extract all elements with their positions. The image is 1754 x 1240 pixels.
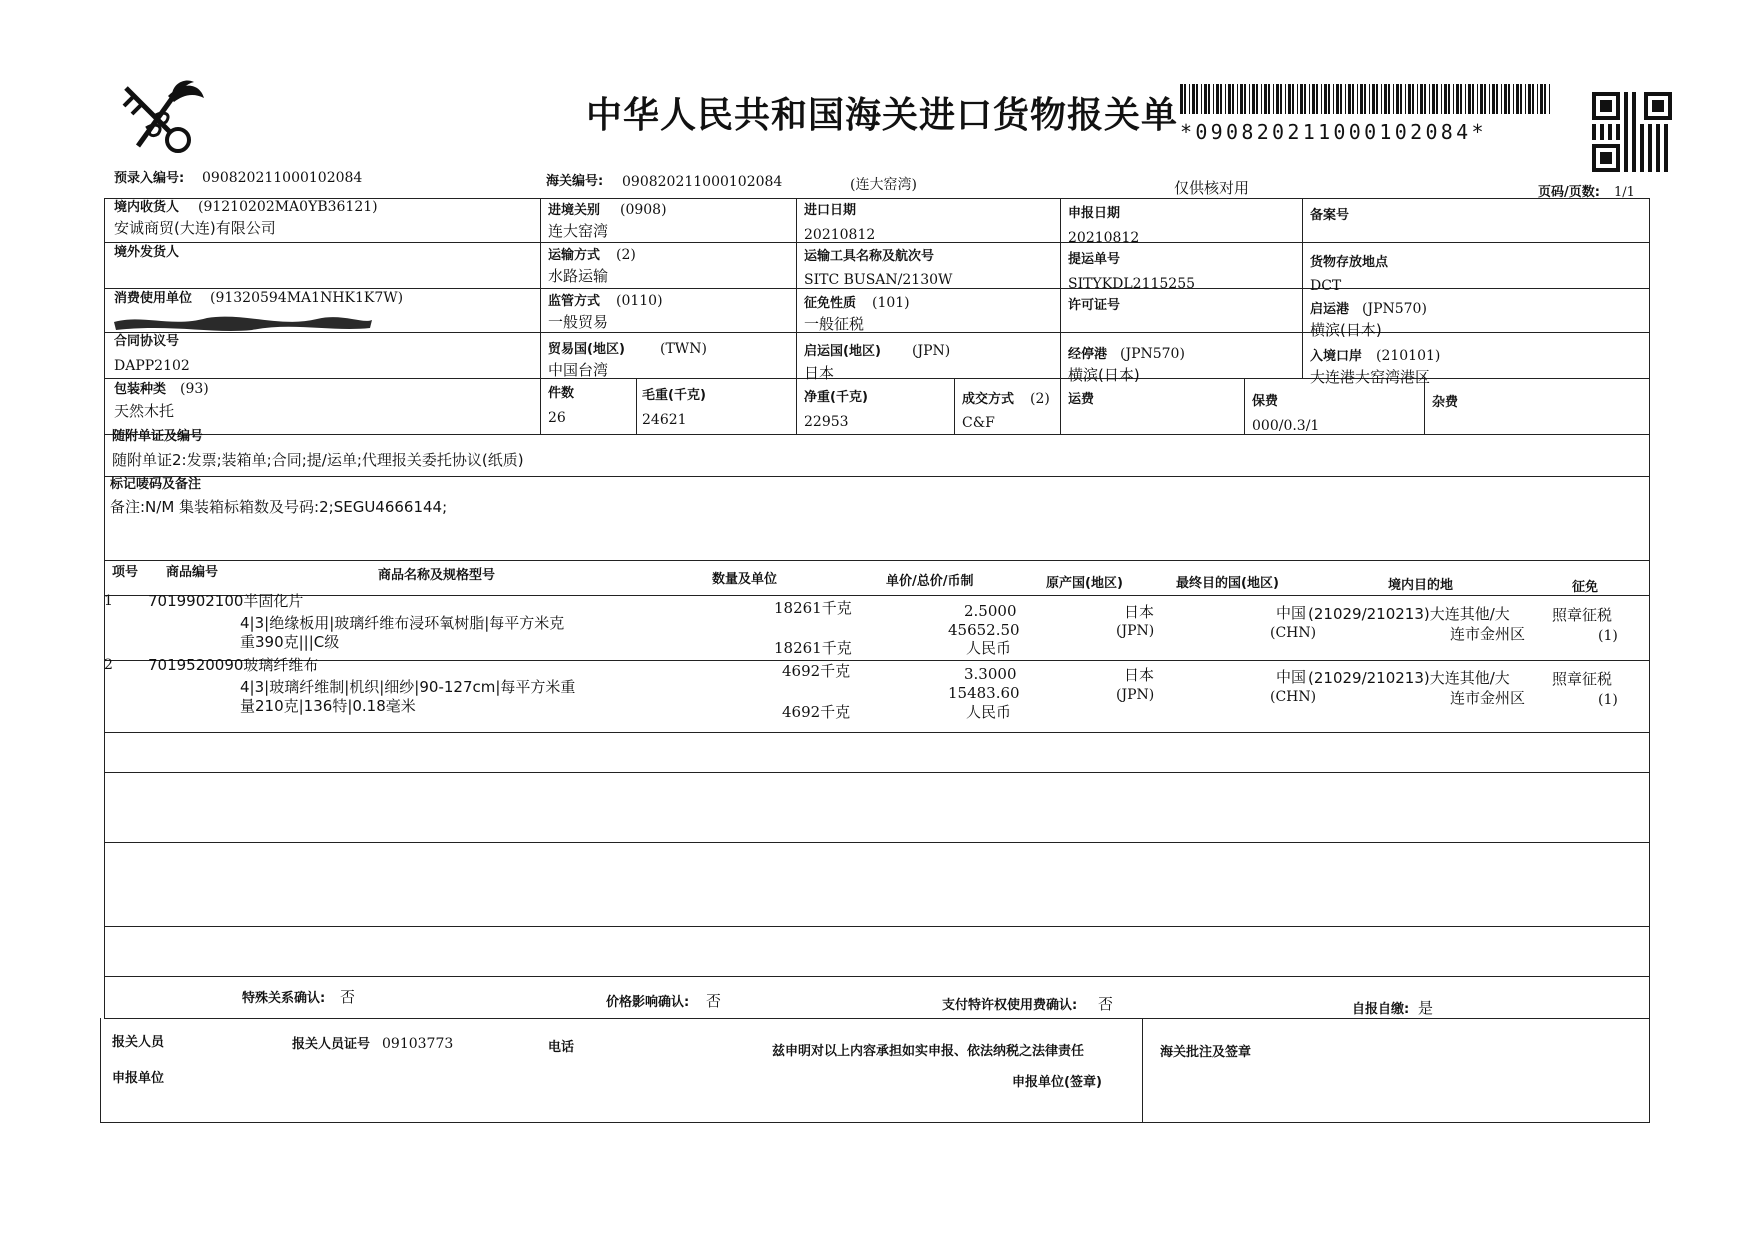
item-spec-line1: 4|3|绝缘板用|玻璃纤维布浸环氧树脂|每平方米克: [240, 614, 565, 632]
entry-port-value: 大连港大窑湾港区: [1310, 368, 1431, 386]
customs-approval-label: 海关批注及签章: [1160, 1045, 1252, 1060]
depart-port-label: 启运港: [1310, 302, 1350, 317]
entry-port-code: (210101): [1376, 348, 1441, 364]
package-value: 天然木托: [114, 402, 175, 420]
bl-value: SITYKDL2115255: [1068, 276, 1196, 292]
item-spec-line2: 量210克|136特|0.18毫米: [240, 697, 416, 715]
transport-mode-code: (2): [616, 247, 636, 263]
qr-code-icon: [1592, 92, 1672, 172]
col-item-no: 项号: [112, 565, 139, 580]
self-declare-label: 自报自缴:: [1352, 1002, 1410, 1017]
vessel-label: 运输工具名称及航次号: [804, 249, 935, 264]
col-hs-code: 商品编号: [166, 565, 219, 580]
verify-note: 仅供核对用: [1174, 179, 1250, 197]
import-date-label: 进口日期: [804, 203, 857, 218]
entry-port-label: 入境口岸: [1310, 349, 1363, 364]
entry-customs-code: (0908): [620, 202, 667, 218]
consumer-label: 消费使用单位: [114, 291, 193, 306]
item-dest: 中国: [1276, 604, 1307, 622]
price-influence-value: 否: [706, 992, 722, 1010]
item-no: 1: [104, 593, 113, 609]
declare-date-label: 申报日期: [1068, 206, 1121, 221]
supervision-code: (0110): [616, 293, 663, 309]
item-domestic-2: 连市金州区: [1450, 625, 1526, 643]
consignee-name: 安诚商贸(大连)有限公司: [114, 219, 276, 237]
depart-country-label: 启运国(地区): [804, 344, 881, 359]
item-no: 2: [104, 657, 113, 673]
supervision-value: 一般贸易: [548, 313, 609, 331]
item-code-name: 7019520090玻璃纤维布: [148, 656, 319, 674]
marks-value: 备注:N/M 集装箱标箱数及号码:2;SEGU4666144;: [110, 498, 448, 516]
depart-country-code: (JPN): [912, 343, 951, 359]
import-date: 20210812: [804, 227, 876, 243]
item-exempt-code: (1): [1598, 692, 1618, 708]
depart-country-value: 日本: [804, 364, 835, 382]
levy-label: 征免性质: [804, 296, 857, 311]
trade-country-code: (TWN): [660, 341, 707, 357]
trade-country-label: 贸易国(地区): [548, 342, 625, 357]
levy-code: (101): [872, 295, 910, 311]
insurance-value: 000/0.3/1: [1252, 418, 1320, 434]
pre-entry-number: 090820211000102084: [202, 170, 363, 186]
item-qty2: 18261千克: [774, 639, 852, 657]
item-currency: 人民币: [966, 703, 1012, 721]
item-total-price: 45652.50: [948, 621, 1020, 639]
item-exempt: 照章征税: [1552, 606, 1613, 624]
deal-value: C&F: [962, 415, 995, 431]
trade-country-value: 中国台湾: [548, 361, 609, 379]
misc-label: 杂费: [1432, 395, 1459, 410]
contract-label: 合同协议号: [114, 334, 180, 349]
supervision-label: 监管方式: [548, 294, 601, 309]
gross-weight-label: 毛重(千克): [642, 388, 706, 403]
item-spec-line2: 重390克|||C级: [240, 633, 340, 651]
transport-mode-label: 运输方式: [548, 248, 601, 263]
declare-unit-label: 申报单位: [112, 1071, 165, 1086]
depart-port-code: (JPN570): [1362, 301, 1427, 317]
col-exempt: 征免: [1572, 580, 1599, 595]
item-qty1: 4692千克: [782, 662, 851, 680]
item-unit-price: 3.3000: [964, 665, 1017, 683]
item-dest: 中国: [1276, 668, 1307, 686]
special-relation-value: 否: [340, 988, 356, 1006]
item-dest-code: (CHN): [1270, 625, 1317, 641]
consignee-code: (91210202MA0YB36121): [198, 199, 378, 215]
item-qty2: 4692千克: [782, 703, 851, 721]
item-dest-code: (CHN): [1270, 689, 1317, 705]
deal-label: 成交方式: [962, 392, 1015, 407]
item-domestic-2: 连市金州区: [1450, 689, 1526, 707]
net-weight-value: 22953: [804, 414, 849, 430]
barcode-icon: [1180, 84, 1554, 114]
item-exempt: 照章征税: [1552, 670, 1613, 688]
storage-label: 货物存放地点: [1310, 255, 1389, 270]
col-qty-unit: 数量及单位: [712, 572, 778, 587]
docs-value: 随附单证2:发票;装箱单;合同;提/运单;代理报关委托协议(纸质): [112, 451, 524, 469]
declarant-id-label: 报关人员证号: [292, 1037, 371, 1052]
item-unit-price: 2.5000: [964, 602, 1017, 620]
customs-emblem-icon: [112, 76, 208, 158]
gross-weight-value: 24621: [642, 412, 687, 428]
col-domestic: 境内目的地: [1388, 578, 1454, 593]
page-value: 1/1: [1614, 185, 1635, 200]
price-influence-label: 价格影响确认:: [606, 995, 690, 1010]
consignee-label: 境内收货人: [114, 200, 180, 215]
customs-number: 090820211000102084: [622, 174, 783, 190]
col-origin: 原产国(地区): [1046, 576, 1123, 591]
royalty-value: 否: [1098, 995, 1114, 1013]
contract-value: DAPP2102: [114, 358, 190, 374]
docs-label: 随附单证及编号: [112, 429, 204, 444]
customs-office: (连大窑湾): [850, 177, 917, 193]
package-code: (93): [180, 381, 209, 397]
item-origin: 日本: [1124, 603, 1155, 621]
item-origin-code: (JPN): [1116, 687, 1155, 703]
storage-value: DCT: [1310, 278, 1342, 294]
col-price: 单价/总价/币制: [886, 574, 974, 589]
entry-customs-label: 进境关别: [548, 203, 601, 218]
item-currency: 人民币: [966, 639, 1012, 657]
phone-label: 电话: [548, 1040, 575, 1055]
col-name-spec: 商品名称及规格型号: [378, 568, 496, 583]
pieces-value: 26: [548, 410, 566, 426]
page-label: 页码/页数:: [1538, 185, 1600, 200]
barcode-text: *090820211000102084*: [1180, 120, 1487, 144]
col-dest: 最终目的国(地区): [1176, 576, 1279, 591]
record-no-label: 备案号: [1310, 208, 1350, 223]
self-declare-value: 是: [1418, 999, 1434, 1017]
shipper-label: 境外发货人: [114, 245, 180, 260]
stop-port-code: (JPN570): [1120, 346, 1185, 362]
declare-date: 20210812: [1068, 230, 1140, 246]
declarant-id-value: 09103773: [382, 1036, 454, 1052]
depart-port-value: 横滨(日本): [1310, 321, 1382, 339]
item-exempt-code: (1): [1598, 628, 1618, 644]
deal-code: (2): [1030, 391, 1050, 407]
entry-customs-value: 连大窑湾: [548, 222, 609, 240]
item-domestic: (21029/210213)大连其他/大: [1308, 669, 1510, 687]
item-qty1: 18261千克: [774, 599, 852, 617]
item-total-price: 15483.60: [948, 684, 1020, 702]
item-origin: 日本: [1124, 666, 1155, 684]
declaration-statement: 兹申明对以上内容承担如实申报、依法纳税之法律责任: [772, 1044, 1085, 1059]
declare-unit-sign: 申报单位(签章): [1012, 1075, 1102, 1090]
pieces-label: 件数: [548, 386, 575, 401]
bl-label: 提运单号: [1068, 252, 1121, 267]
vessel-value: SITC BUSAN/2130W: [804, 272, 953, 288]
marks-label: 标记唛码及备注: [110, 477, 202, 492]
stop-port-value: 横滨(日本): [1068, 366, 1140, 384]
customs-number-label: 海关编号:: [546, 174, 604, 189]
insurance-label: 保费: [1252, 394, 1279, 409]
redacted-consumer-name: [112, 310, 374, 332]
net-weight-label: 净重(千克): [804, 390, 868, 405]
stop-port-label: 经停港: [1068, 347, 1108, 362]
transport-mode-value: 水路运输: [548, 267, 609, 285]
item-spec-line1: 4|3|玻璃纤维制|机织|细纱|90-127cm|每平方米重: [240, 678, 576, 696]
royalty-label: 支付特许权使用费确认:: [942, 998, 1078, 1013]
special-relation-label: 特殊关系确认:: [242, 991, 326, 1006]
consumer-code: (91320594MA1NHK1K7W): [210, 290, 404, 306]
pre-entry-label: 预录入编号:: [114, 171, 185, 186]
item-origin-code: (JPN): [1116, 623, 1155, 639]
declarant-label: 报关人员: [112, 1035, 165, 1050]
page-title: 中华人民共和国海关进口货物报关单: [586, 95, 1179, 136]
license-label: 许可证号: [1068, 298, 1121, 313]
package-label: 包装种类: [114, 382, 167, 397]
freight-label: 运费: [1068, 392, 1095, 407]
item-domestic: (21029/210213)大连其他/大: [1308, 605, 1510, 623]
levy-value: 一般征税: [804, 315, 865, 333]
item-code-name: 7019902100半固化片: [148, 592, 304, 610]
